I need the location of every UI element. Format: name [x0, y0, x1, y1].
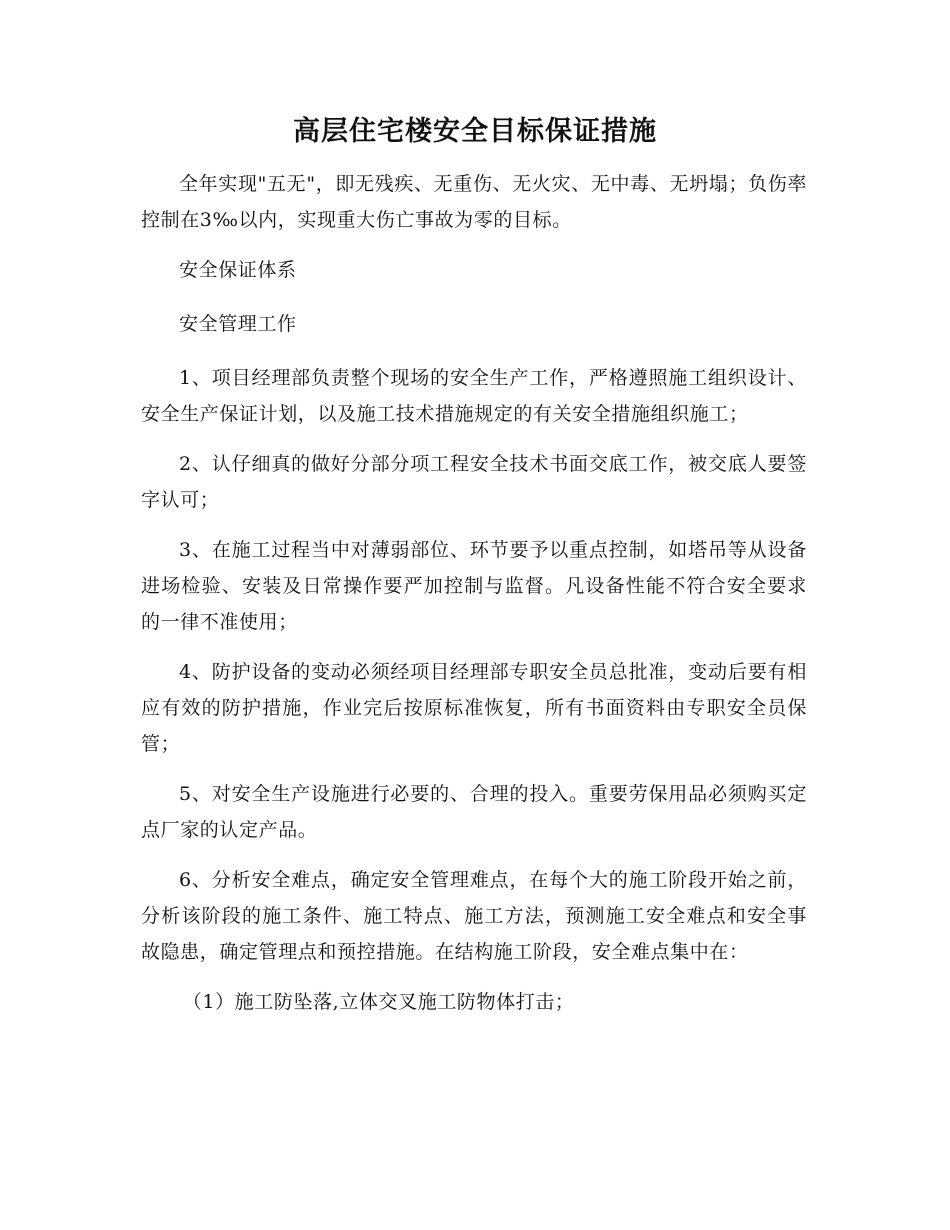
paragraph-safety-goal: 全年实现"五无"，即无残疾、无重伤、无火灾、无中毒、无坍塌；负伤率控制在3‰以内，实现重大伤亡事故为零的目标。	[141, 173, 807, 231]
paragraph-item-5: 5、对安全生产设施进行必要的、合理的投入。重要劳保用品必须购买定点厂家的认定产品。	[141, 783, 807, 841]
paragraph-item-1: 1、项目经理部负责整个现场的安全生产工作，严格遵照施工组织设计、安全生产保证计划，以及施工技术措施规定的有关安全措施组织施工；	[141, 367, 807, 425]
document-body	[141, 166, 807, 1034]
paragraph-item-4: 4、防护设备的变动必须经项目经理部专职安全员总批准，变动后要有相应有效的防护措施，作业完后按原标准恢复，所有书面资料由专职安全员保管；	[141, 661, 807, 755]
section-heading-safety-system: 安全保证体系	[179, 259, 297, 281]
paragraph-subitem-1: （1）施工防坠落,立体交叉施工防物体打击；	[182, 991, 575, 1013]
document-title: 高层住宅楼安全目标保证措施	[293, 116, 657, 147]
paragraph-item-2: 2、认仔细真的做好分部分项工程安全技术书面交底工作，被交底人要签字认可；	[141, 453, 807, 511]
paragraph-item-6: 6、分析安全难点，确定安全管理难点，在每个大的施工阶段开始之前，分析该阶段的施工条件、施工特点、施工方法，预测施工安全难点和安全事故隐患，确定管理点和预控措施。在结构施工阶段，安全难点集中在：	[141, 869, 807, 963]
paragraph-item-3: 3、在施工过程当中对薄弱部位、环节要予以重点控制，如塔吊等从设备进场检验、安装及日常操作要严加控制与监督。凡设备性能不符合安全要求的一律不准使用；	[141, 539, 807, 633]
section-heading-safety-management: 安全管理工作	[179, 313, 297, 335]
